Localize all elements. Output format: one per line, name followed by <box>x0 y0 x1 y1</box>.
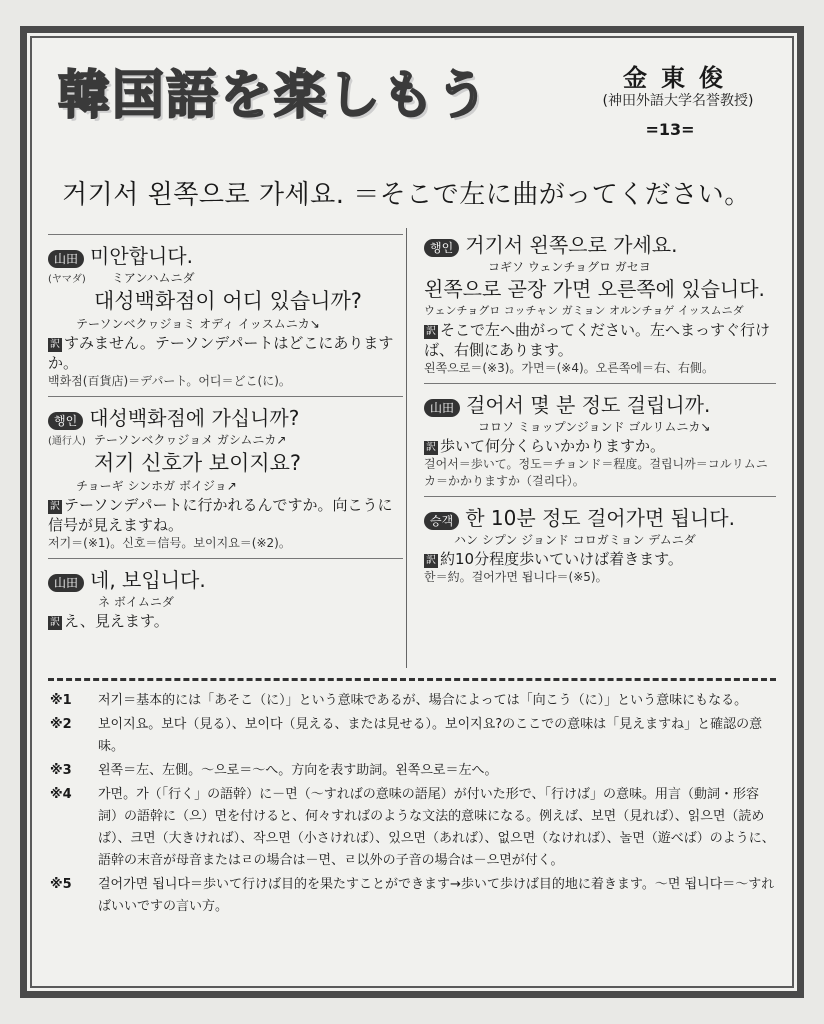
column-divider <box>406 228 407 668</box>
divider <box>48 234 403 235</box>
japanese-translation: 約10分程度歩いていけば着きます。 <box>440 550 683 568</box>
column-logo: 韓国語を楽しもう <box>58 66 491 126</box>
footnote-text: 왼쪽＝左、左側。～으로＝～へ。方向を表す助詞。왼쪽으로＝左へ。 <box>98 763 498 778</box>
korean-line: 대성백화점에 가십니까? <box>89 406 300 430</box>
author-title: (神田外語大学名誉教授) <box>602 93 754 109</box>
left-column <box>48 228 403 631</box>
katakana-reading: コギソ ウェンチョグロ ガセヨ <box>488 260 651 274</box>
speaker-badge: 山田 <box>48 250 84 268</box>
footnote-text: 가면。가（「行く」の語幹）に－면（～すればの意味の語尾）が付いた形で、「行けば」の意味。用言（動詞・形容詞）の語幹に（으）면を付けると、何々すればのような文法的意味になる。例えば、보면（見れば）、읽으면（読めば）、크면（大きければ）、작으면（小さければ）、있으면（あれば）、없으면（なければ）、놀면（遊べば）のように、語幹の末音が母音またはㄹの場合は－면、ㄹ以外の子音の場合は－으면が付く。 <box>98 787 775 868</box>
divider <box>48 396 403 397</box>
footnotes <box>50 690 778 920</box>
korean-line: 미안합니다. <box>90 244 193 268</box>
footnote-text: 보이지요。보다（見る）、보이다（見える、または見せる）。보이지요?のここでの意味は「見えますね」と確認の意味。 <box>98 717 763 754</box>
japanese-translation: そこで左へ曲がってください。左へまっすぐ行けば、右側にあります。 <box>424 321 771 359</box>
katakana-reading: テーソンベクヮジョメ ガシムニカ↗ <box>93 433 287 447</box>
katakana-reading: チョーギ シンホガ ボイジョ↗ <box>76 479 237 493</box>
lesson-headline: 거기서 왼쪽으로 가세요. ＝そこで左に曲がってください。 <box>62 180 751 210</box>
issue-number: =13= <box>645 120 695 139</box>
footnote-mark: ※4 <box>50 787 72 802</box>
vocab-note: 백화점(百貨店)＝デパート。어디＝どこ(に)。 <box>48 374 291 388</box>
footnote-mark: ※1 <box>50 693 72 708</box>
katakana-reading: ネ ボイムニダ <box>98 595 174 609</box>
katakana-reading: ミアンハムニダ <box>111 271 195 285</box>
vocab-note: 한＝約。걸어가면 됩니다＝(※5)。 <box>424 570 608 584</box>
japanese-translation: 歩いて何分くらいかかりますか。 <box>440 437 666 455</box>
footnote <box>50 760 778 782</box>
right-column <box>424 232 776 586</box>
footnote-mark: ※3 <box>50 763 72 778</box>
speaker-badge: 승객 <box>424 512 459 530</box>
translation-icon: 訳 <box>426 326 436 337</box>
korean-line: 대성백화점이 어디 있습니까? <box>94 289 362 313</box>
footnote <box>50 690 778 712</box>
translation-icon: 訳 <box>426 442 436 453</box>
speaker-reading: (通行人) <box>48 436 86 447</box>
dashed-divider <box>48 678 776 681</box>
footnote-mark: ※2 <box>50 717 72 732</box>
author-name: 金東俊 <box>623 64 737 92</box>
footnote-mark: ※5 <box>50 877 72 892</box>
translation-icon: 訳 <box>50 501 60 512</box>
divider <box>424 383 776 384</box>
speaker-badge: 행인 <box>48 412 83 430</box>
footnote <box>50 714 778 758</box>
footnote-text: 저기＝基本的には「あそこ（に）」という意味であるが、場合によっては「向こう（に）」という意味にもなる。 <box>98 693 748 708</box>
japanese-translation: テーソンデパートに行かれるんですか。向こうに信号が見えますね。 <box>48 496 393 534</box>
translation-icon: 訳 <box>50 339 60 350</box>
vocab-note: 왼쪽으로＝(※3)。가면＝(※4)。오른쪽에＝右、右側。 <box>424 361 715 375</box>
katakana-reading: コロソ ミョップンジョンド ゴルリムニカ↘ <box>478 420 711 434</box>
speaker-badge: 山田 <box>424 399 460 417</box>
vocab-note: 걸어서＝歩いて。정도＝チョンド＝程度。걸립니까＝コルリムニカ＝かかりますか（걸리다）。 <box>424 457 768 488</box>
translation-icon: 訳 <box>50 617 60 628</box>
speaker-reading: (ヤマダ) <box>48 274 86 285</box>
korean-line: 한 10분 정도 걸어가면 됩니다. <box>465 506 735 530</box>
japanese-translation: すみません。テーソンデパートはどこにありますか。 <box>48 334 394 372</box>
katakana-reading: テーソンベクヮジョミ オディ イッスムニカ↘ <box>76 317 320 331</box>
katakana-reading: ハン シプン ジョンド コロガミョン デムニダ <box>454 533 696 547</box>
korean-line: 거기서 왼쪽으로 가세요. <box>465 233 678 257</box>
footnote <box>50 784 778 872</box>
speaker-badge: 山田 <box>48 574 84 592</box>
korean-line: 걸어서 몇 분 정도 걸립니까. <box>466 393 711 417</box>
divider <box>424 496 776 497</box>
divider <box>48 558 403 559</box>
speaker-badge: 행인 <box>424 239 459 257</box>
footnote <box>50 874 778 918</box>
footnote-text: 걸어가면 됩니다＝歩いて行けば目的を果たすことができます→歩いて歩けば目的地に着きます。～면 됩니다＝～すればいいですの言い方。 <box>98 877 775 914</box>
korean-line: 왼쪽으로 곧장 가면 오른쪽에 있습니다. <box>424 277 765 301</box>
korean-line: 저기 신호가 보이지요? <box>94 451 302 475</box>
vocab-note: 저기＝(※1)。신호＝信号。보이지요＝(※2)。 <box>48 536 291 550</box>
translation-icon: 訳 <box>426 555 436 566</box>
katakana-reading: ウェンチョグロ コッチャン ガミョン オルンチョゲ イッスムニダ <box>424 304 744 317</box>
korean-line: 네, 보입니다. <box>90 568 206 592</box>
japanese-translation: え、見えます。 <box>64 612 169 630</box>
